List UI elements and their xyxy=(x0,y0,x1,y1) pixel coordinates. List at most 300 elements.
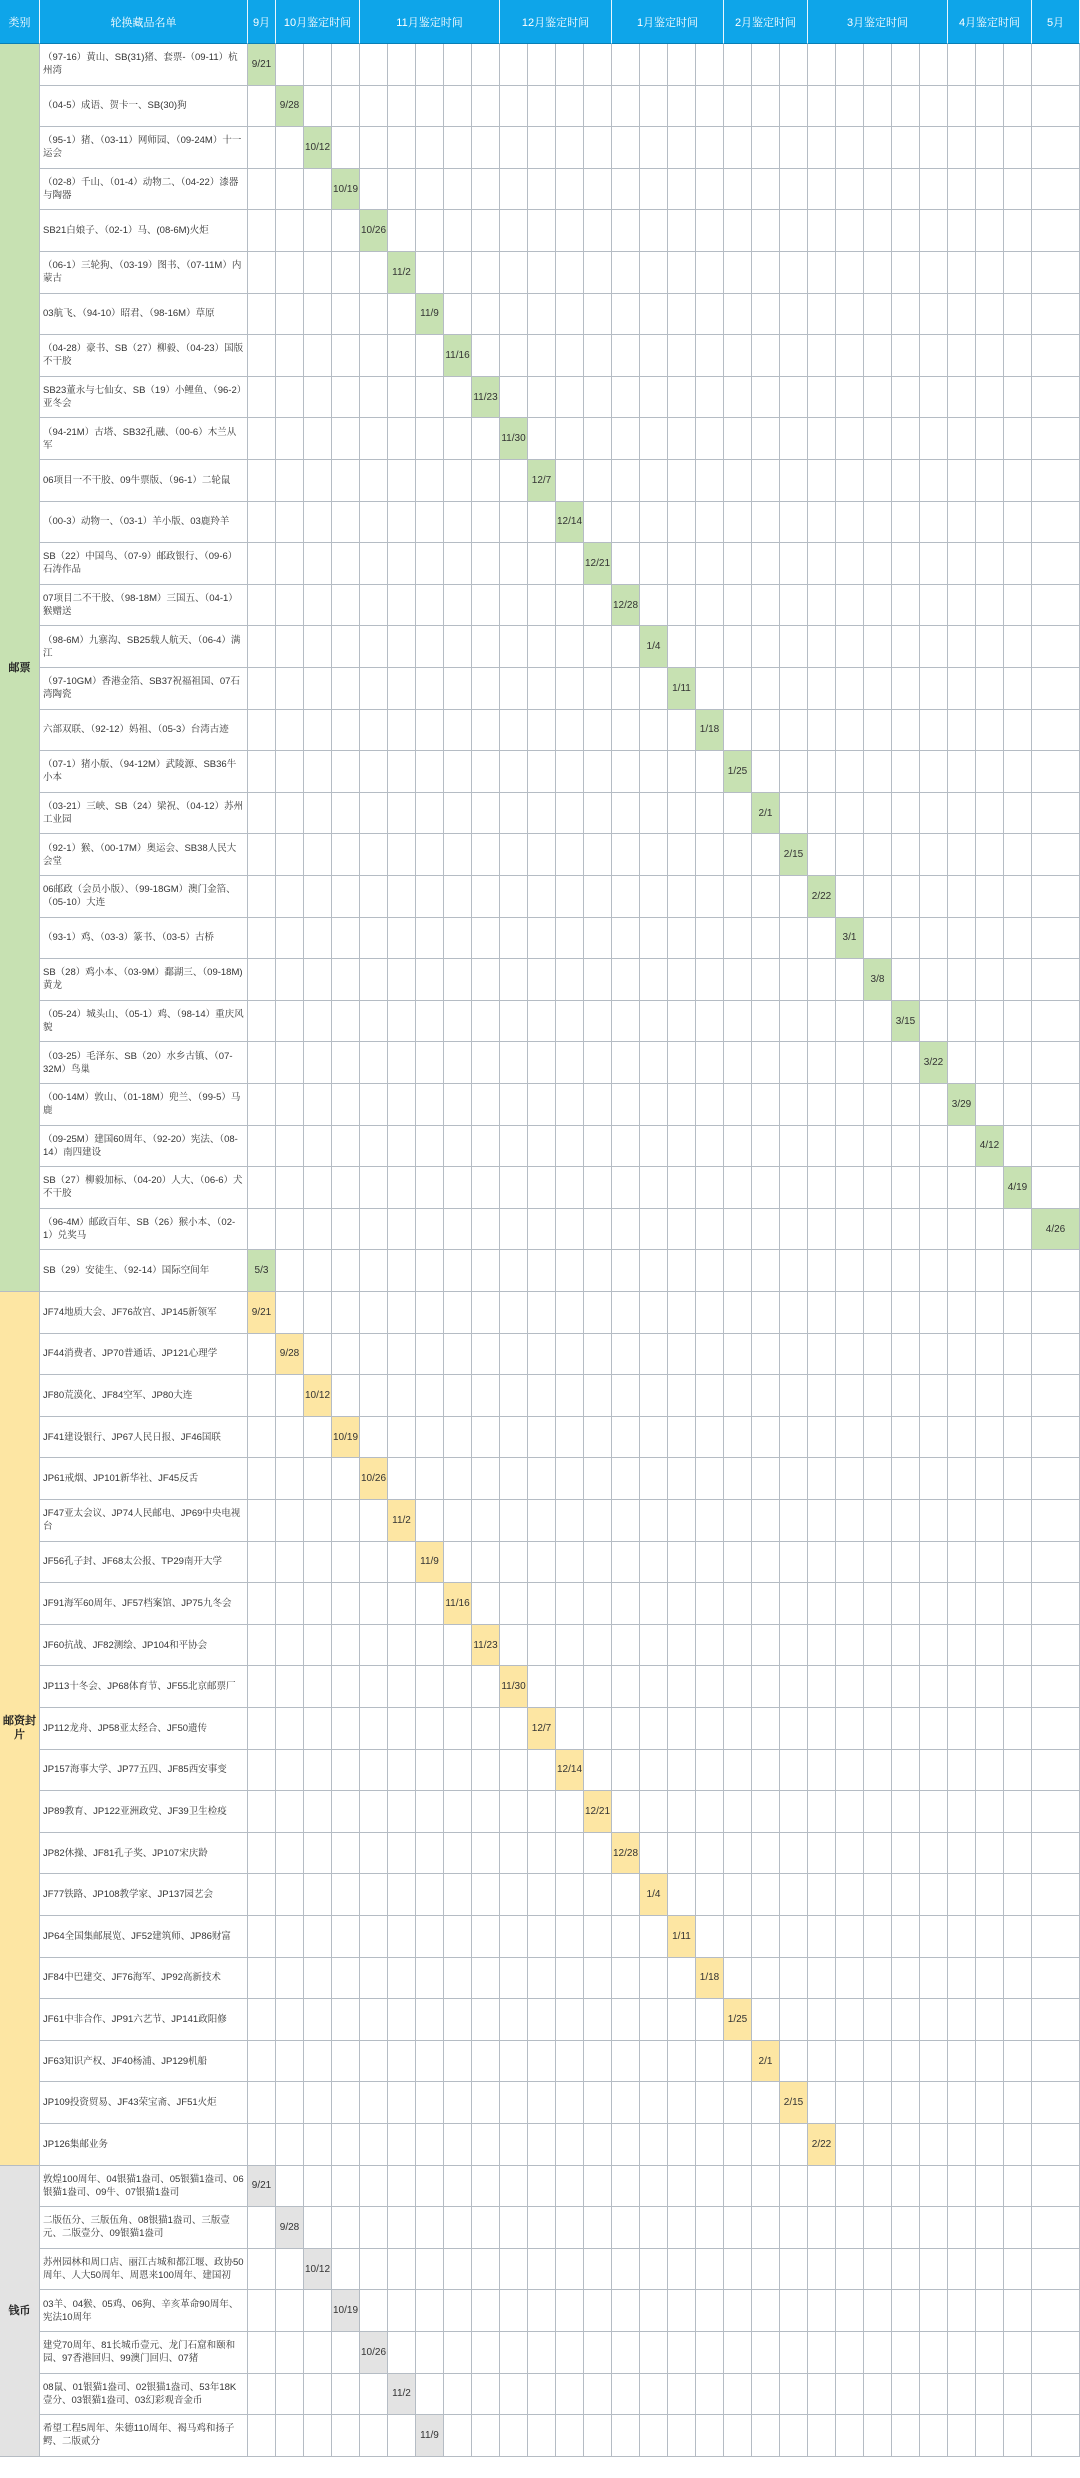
empty-grid-cell xyxy=(696,2124,724,2166)
empty-grid-cell xyxy=(1032,1916,1080,1958)
empty-grid-cell xyxy=(444,418,472,460)
empty-grid-cell xyxy=(528,1791,556,1833)
empty-grid-cell xyxy=(696,1126,724,1168)
empty-grid-cell xyxy=(668,1084,696,1126)
empty-grid-cell xyxy=(304,2415,332,2457)
appraisal-date-cell: 11/9 xyxy=(416,1542,444,1584)
empty-grid-cell xyxy=(724,793,752,835)
empty-grid-cell xyxy=(248,918,276,960)
empty-grid-cell xyxy=(864,1250,892,1292)
empty-grid-cell xyxy=(892,710,920,752)
empty-grid-cell xyxy=(500,1500,528,1542)
empty-grid-cell xyxy=(612,1874,640,1916)
empty-grid-cell xyxy=(360,2041,388,2083)
empty-grid-cell xyxy=(556,1833,584,1875)
empty-grid-cell xyxy=(892,626,920,668)
empty-grid-cell xyxy=(780,1999,808,2041)
empty-grid-cell xyxy=(360,1750,388,1792)
empty-grid-cell xyxy=(584,2332,612,2374)
empty-grid-cell xyxy=(304,751,332,793)
empty-grid-cell xyxy=(416,1458,444,1500)
empty-grid-cell xyxy=(388,2041,416,2083)
empty-grid-cell xyxy=(1004,1292,1032,1334)
empty-grid-cell xyxy=(416,2166,444,2208)
empty-grid-cell xyxy=(1032,1417,1080,1459)
empty-grid-cell xyxy=(976,2415,1004,2457)
appraisal-date-cell: 1/18 xyxy=(696,1958,724,2000)
empty-grid-cell xyxy=(472,585,500,627)
empty-grid-cell xyxy=(416,1375,444,1417)
empty-grid-cell xyxy=(920,1167,948,1209)
empty-grid-cell xyxy=(696,1833,724,1875)
empty-grid-cell xyxy=(808,1999,836,2041)
empty-grid-cell xyxy=(948,626,976,668)
empty-grid-cell xyxy=(332,626,360,668)
item-list-cell: JP64全国集邮展览、JF52建筑师、JP86财富 xyxy=(40,1916,248,1958)
empty-grid-cell xyxy=(864,377,892,419)
empty-grid-cell xyxy=(388,1958,416,2000)
empty-grid-cell xyxy=(948,1750,976,1792)
empty-grid-cell xyxy=(388,668,416,710)
empty-grid-cell xyxy=(444,86,472,128)
empty-grid-cell xyxy=(528,1334,556,1376)
empty-grid-cell xyxy=(612,252,640,294)
empty-grid-cell xyxy=(920,1625,948,1667)
empty-grid-cell xyxy=(892,169,920,211)
empty-grid-cell xyxy=(808,1625,836,1667)
appraisal-date-cell: 2/22 xyxy=(808,2124,836,2166)
empty-grid-cell xyxy=(276,668,304,710)
empty-grid-cell xyxy=(1032,2374,1080,2416)
empty-grid-cell xyxy=(612,1167,640,1209)
empty-grid-cell xyxy=(528,710,556,752)
empty-grid-cell xyxy=(556,2374,584,2416)
empty-grid-cell xyxy=(332,1791,360,1833)
header-month-group: 4月鉴定时间 xyxy=(948,0,1032,44)
empty-grid-cell xyxy=(276,1833,304,1875)
empty-grid-cell xyxy=(556,2124,584,2166)
empty-grid-cell xyxy=(780,2124,808,2166)
empty-grid-cell xyxy=(304,1833,332,1875)
empty-grid-cell xyxy=(276,44,304,86)
empty-grid-cell xyxy=(332,959,360,1001)
empty-grid-cell xyxy=(892,127,920,169)
empty-grid-cell xyxy=(416,252,444,294)
empty-grid-cell xyxy=(724,2249,752,2291)
empty-grid-cell xyxy=(948,1833,976,1875)
empty-grid-cell xyxy=(948,1500,976,1542)
empty-grid-cell xyxy=(472,2041,500,2083)
empty-grid-cell xyxy=(1032,1791,1080,1833)
empty-grid-cell xyxy=(584,626,612,668)
empty-grid-cell xyxy=(808,1750,836,1792)
empty-grid-cell xyxy=(556,2166,584,2208)
empty-grid-cell xyxy=(864,626,892,668)
empty-grid-cell xyxy=(276,1458,304,1500)
empty-grid-cell xyxy=(584,2415,612,2457)
empty-grid-cell xyxy=(612,294,640,336)
empty-grid-cell xyxy=(444,1542,472,1584)
empty-grid-cell xyxy=(332,1500,360,1542)
empty-grid-cell xyxy=(724,127,752,169)
empty-grid-cell xyxy=(640,460,668,502)
empty-grid-cell xyxy=(640,418,668,460)
empty-grid-cell xyxy=(276,543,304,585)
empty-grid-cell xyxy=(1032,418,1080,460)
empty-grid-cell xyxy=(752,1958,780,2000)
empty-grid-cell xyxy=(612,335,640,377)
empty-grid-cell xyxy=(752,1292,780,1334)
empty-grid-cell xyxy=(976,2124,1004,2166)
empty-grid-cell xyxy=(528,252,556,294)
empty-grid-cell xyxy=(612,2082,640,2124)
empty-grid-cell xyxy=(612,210,640,252)
empty-grid-cell xyxy=(444,1625,472,1667)
header-month-group: 11月鉴定时间 xyxy=(360,0,500,44)
empty-grid-cell xyxy=(864,1583,892,1625)
empty-grid-cell xyxy=(528,626,556,668)
header-month-group: 3月鉴定时间 xyxy=(808,0,948,44)
empty-grid-cell xyxy=(584,502,612,544)
empty-grid-cell xyxy=(724,1916,752,1958)
empty-grid-cell xyxy=(500,918,528,960)
empty-grid-cell xyxy=(1032,1084,1080,1126)
empty-grid-cell xyxy=(752,1750,780,1792)
empty-grid-cell xyxy=(612,460,640,502)
empty-grid-cell xyxy=(528,1958,556,2000)
empty-grid-cell xyxy=(276,2041,304,2083)
empty-grid-cell xyxy=(360,1375,388,1417)
empty-grid-cell xyxy=(920,44,948,86)
empty-grid-cell xyxy=(444,1167,472,1209)
empty-grid-cell xyxy=(416,2249,444,2291)
empty-grid-cell xyxy=(1004,44,1032,86)
empty-grid-cell xyxy=(976,626,1004,668)
empty-grid-cell xyxy=(668,1209,696,1251)
empty-grid-cell xyxy=(332,2249,360,2291)
appraisal-date-cell: 12/7 xyxy=(528,460,556,502)
empty-grid-cell xyxy=(388,1874,416,1916)
empty-grid-cell xyxy=(780,1583,808,1625)
empty-grid-cell xyxy=(920,1750,948,1792)
empty-grid-cell xyxy=(612,1542,640,1584)
empty-grid-cell xyxy=(304,1042,332,1084)
item-list-cell: 06邮政（会员小版）、（99-18GM）澳门金箔、（05-10）大连 xyxy=(40,876,248,918)
empty-grid-cell xyxy=(500,834,528,876)
empty-grid-cell xyxy=(640,2082,668,2124)
empty-grid-cell xyxy=(892,1334,920,1376)
empty-grid-cell xyxy=(416,127,444,169)
empty-grid-cell xyxy=(332,1001,360,1043)
empty-grid-cell xyxy=(528,169,556,211)
empty-grid-cell xyxy=(696,2207,724,2249)
empty-grid-cell xyxy=(1032,1500,1080,1542)
empty-grid-cell xyxy=(248,876,276,918)
empty-grid-cell xyxy=(668,918,696,960)
empty-grid-cell xyxy=(892,876,920,918)
empty-grid-cell xyxy=(472,543,500,585)
empty-grid-cell xyxy=(388,377,416,419)
empty-grid-cell xyxy=(892,1583,920,1625)
empty-grid-cell xyxy=(248,294,276,336)
empty-grid-cell xyxy=(1032,1666,1080,1708)
empty-grid-cell xyxy=(948,1334,976,1376)
empty-grid-cell xyxy=(444,1084,472,1126)
empty-grid-cell xyxy=(976,585,1004,627)
empty-grid-cell xyxy=(248,793,276,835)
empty-grid-cell xyxy=(472,418,500,460)
empty-grid-cell xyxy=(976,1042,1004,1084)
empty-grid-cell xyxy=(472,1999,500,2041)
empty-grid-cell xyxy=(808,543,836,585)
empty-grid-cell xyxy=(248,1001,276,1043)
empty-grid-cell xyxy=(332,1583,360,1625)
empty-grid-cell xyxy=(444,626,472,668)
empty-grid-cell xyxy=(668,751,696,793)
empty-grid-cell xyxy=(304,2082,332,2124)
empty-grid-cell xyxy=(780,1084,808,1126)
empty-grid-cell xyxy=(528,585,556,627)
empty-grid-cell xyxy=(388,418,416,460)
empty-grid-cell xyxy=(948,1042,976,1084)
empty-grid-cell xyxy=(836,294,864,336)
empty-grid-cell xyxy=(388,1542,416,1584)
empty-grid-cell xyxy=(416,1583,444,1625)
empty-grid-cell xyxy=(612,2041,640,2083)
empty-grid-cell xyxy=(248,127,276,169)
empty-grid-cell xyxy=(248,2374,276,2416)
empty-grid-cell xyxy=(976,1375,1004,1417)
appraisal-date-cell: 10/26 xyxy=(360,1458,388,1500)
empty-grid-cell xyxy=(1032,2166,1080,2208)
empty-grid-cell xyxy=(724,1417,752,1459)
empty-grid-cell xyxy=(304,252,332,294)
empty-grid-cell xyxy=(444,252,472,294)
empty-grid-cell xyxy=(528,1375,556,1417)
empty-grid-cell xyxy=(360,2249,388,2291)
empty-grid-cell xyxy=(780,543,808,585)
empty-grid-cell xyxy=(276,959,304,1001)
item-list-cell: （07-1）猪小版、（94-12M）武陵源、SB36牛小本 xyxy=(40,751,248,793)
empty-grid-cell xyxy=(500,2290,528,2332)
empty-grid-cell xyxy=(696,1542,724,1584)
empty-grid-cell xyxy=(472,1209,500,1251)
empty-grid-cell xyxy=(780,1625,808,1667)
item-list-cell: JF61中非合作、JP91六艺节、JP141政阳修 xyxy=(40,1999,248,2041)
item-list-cell: JP82休操、JF81孔子奖、JP107宋庆龄 xyxy=(40,1833,248,1875)
empty-grid-cell xyxy=(976,1001,1004,1043)
empty-grid-cell xyxy=(780,1708,808,1750)
empty-grid-cell xyxy=(472,1042,500,1084)
empty-grid-cell xyxy=(892,44,920,86)
item-list-cell: JF80荒漠化、JF84空军、JP80大连 xyxy=(40,1375,248,1417)
empty-grid-cell xyxy=(276,1958,304,2000)
empty-grid-cell xyxy=(556,86,584,128)
empty-grid-cell xyxy=(892,1458,920,1500)
empty-grid-cell xyxy=(920,1334,948,1376)
empty-grid-cell xyxy=(920,127,948,169)
empty-grid-cell xyxy=(640,2249,668,2291)
empty-grid-cell xyxy=(556,377,584,419)
empty-grid-cell xyxy=(332,210,360,252)
empty-grid-cell xyxy=(1004,1916,1032,1958)
empty-grid-cell xyxy=(920,1999,948,2041)
empty-grid-cell xyxy=(612,668,640,710)
empty-grid-cell xyxy=(1032,335,1080,377)
empty-grid-cell xyxy=(892,585,920,627)
empty-grid-cell xyxy=(836,834,864,876)
empty-grid-cell xyxy=(528,2332,556,2374)
empty-grid-cell xyxy=(332,1458,360,1500)
empty-grid-cell xyxy=(360,1708,388,1750)
empty-grid-cell xyxy=(612,1708,640,1750)
empty-grid-cell xyxy=(892,2082,920,2124)
empty-grid-cell xyxy=(388,1292,416,1334)
empty-grid-cell xyxy=(332,44,360,86)
empty-grid-cell xyxy=(556,959,584,1001)
empty-grid-cell xyxy=(444,1250,472,1292)
empty-grid-cell xyxy=(948,377,976,419)
empty-grid-cell xyxy=(808,1292,836,1334)
empty-grid-cell xyxy=(584,2041,612,2083)
empty-grid-cell xyxy=(780,2374,808,2416)
empty-grid-cell xyxy=(304,668,332,710)
empty-grid-cell xyxy=(360,86,388,128)
empty-grid-cell xyxy=(864,543,892,585)
empty-grid-cell xyxy=(892,1958,920,2000)
empty-grid-cell xyxy=(472,1417,500,1459)
empty-grid-cell xyxy=(976,210,1004,252)
empty-grid-cell xyxy=(808,1417,836,1459)
empty-grid-cell xyxy=(808,210,836,252)
empty-grid-cell xyxy=(948,1167,976,1209)
empty-grid-cell xyxy=(416,1625,444,1667)
empty-grid-cell xyxy=(304,1666,332,1708)
empty-grid-cell xyxy=(248,1126,276,1168)
empty-grid-cell xyxy=(360,668,388,710)
empty-grid-cell xyxy=(752,460,780,502)
empty-grid-cell xyxy=(500,2082,528,2124)
empty-grid-cell xyxy=(556,2332,584,2374)
empty-grid-cell xyxy=(304,2041,332,2083)
appraisal-date-cell: 3/22 xyxy=(920,1042,948,1084)
empty-grid-cell xyxy=(752,1209,780,1251)
empty-grid-cell xyxy=(416,1209,444,1251)
empty-grid-cell xyxy=(892,502,920,544)
empty-grid-cell xyxy=(416,959,444,1001)
empty-grid-cell xyxy=(500,793,528,835)
empty-grid-cell xyxy=(668,418,696,460)
empty-grid-cell xyxy=(276,1999,304,2041)
empty-grid-cell xyxy=(668,252,696,294)
empty-grid-cell xyxy=(528,335,556,377)
empty-grid-cell xyxy=(500,377,528,419)
empty-grid-cell xyxy=(864,2249,892,2291)
empty-grid-cell xyxy=(752,959,780,1001)
empty-grid-cell xyxy=(892,1084,920,1126)
empty-grid-cell xyxy=(444,2041,472,2083)
empty-grid-cell xyxy=(500,876,528,918)
empty-grid-cell xyxy=(752,44,780,86)
appraisal-date-cell: 10/19 xyxy=(332,169,360,211)
empty-grid-cell xyxy=(556,1708,584,1750)
empty-grid-cell xyxy=(1004,751,1032,793)
empty-grid-cell xyxy=(444,1750,472,1792)
empty-grid-cell xyxy=(920,876,948,918)
empty-grid-cell xyxy=(584,252,612,294)
empty-grid-cell xyxy=(640,1292,668,1334)
empty-grid-cell xyxy=(836,1625,864,1667)
empty-grid-cell xyxy=(388,626,416,668)
empty-grid-cell xyxy=(472,460,500,502)
empty-grid-cell xyxy=(444,2249,472,2291)
empty-grid-cell xyxy=(836,668,864,710)
empty-grid-cell xyxy=(360,1791,388,1833)
empty-grid-cell xyxy=(584,1750,612,1792)
empty-grid-cell xyxy=(584,1458,612,1500)
empty-grid-cell xyxy=(752,1874,780,1916)
empty-grid-cell xyxy=(668,2415,696,2457)
empty-grid-cell xyxy=(444,377,472,419)
empty-grid-cell xyxy=(388,2082,416,2124)
empty-grid-cell xyxy=(584,751,612,793)
empty-grid-cell xyxy=(416,1042,444,1084)
empty-grid-cell xyxy=(612,1126,640,1168)
empty-grid-cell xyxy=(640,377,668,419)
empty-grid-cell xyxy=(724,335,752,377)
empty-grid-cell xyxy=(1004,127,1032,169)
empty-grid-cell xyxy=(444,2166,472,2208)
empty-grid-cell xyxy=(360,502,388,544)
empty-grid-cell xyxy=(584,1417,612,1459)
empty-grid-cell xyxy=(388,834,416,876)
empty-grid-cell xyxy=(640,543,668,585)
empty-grid-cell xyxy=(976,2166,1004,2208)
empty-grid-cell xyxy=(276,1666,304,1708)
empty-grid-cell xyxy=(444,210,472,252)
empty-grid-cell xyxy=(332,1625,360,1667)
empty-grid-cell xyxy=(332,793,360,835)
empty-grid-cell xyxy=(556,2290,584,2332)
empty-grid-cell xyxy=(556,2249,584,2291)
empty-grid-cell xyxy=(640,1417,668,1459)
empty-grid-cell xyxy=(808,585,836,627)
empty-grid-cell xyxy=(444,1791,472,1833)
empty-grid-cell xyxy=(584,2374,612,2416)
empty-grid-cell xyxy=(864,1874,892,1916)
empty-grid-cell xyxy=(864,793,892,835)
empty-grid-cell xyxy=(360,2166,388,2208)
empty-grid-cell xyxy=(752,1167,780,1209)
empty-grid-cell xyxy=(416,210,444,252)
empty-grid-cell xyxy=(332,1542,360,1584)
empty-grid-cell xyxy=(836,710,864,752)
empty-grid-cell xyxy=(248,377,276,419)
empty-grid-cell xyxy=(528,210,556,252)
empty-grid-cell xyxy=(1004,1458,1032,1500)
empty-grid-cell xyxy=(920,294,948,336)
empty-grid-cell xyxy=(1004,1001,1032,1043)
empty-grid-cell xyxy=(640,2415,668,2457)
empty-grid-cell xyxy=(724,1126,752,1168)
empty-grid-cell xyxy=(584,959,612,1001)
empty-grid-cell xyxy=(948,2124,976,2166)
appraisal-date-cell: 2/1 xyxy=(752,2041,780,2083)
empty-grid-cell xyxy=(948,1375,976,1417)
empty-grid-cell xyxy=(1004,918,1032,960)
empty-grid-cell xyxy=(528,959,556,1001)
empty-grid-cell xyxy=(696,543,724,585)
